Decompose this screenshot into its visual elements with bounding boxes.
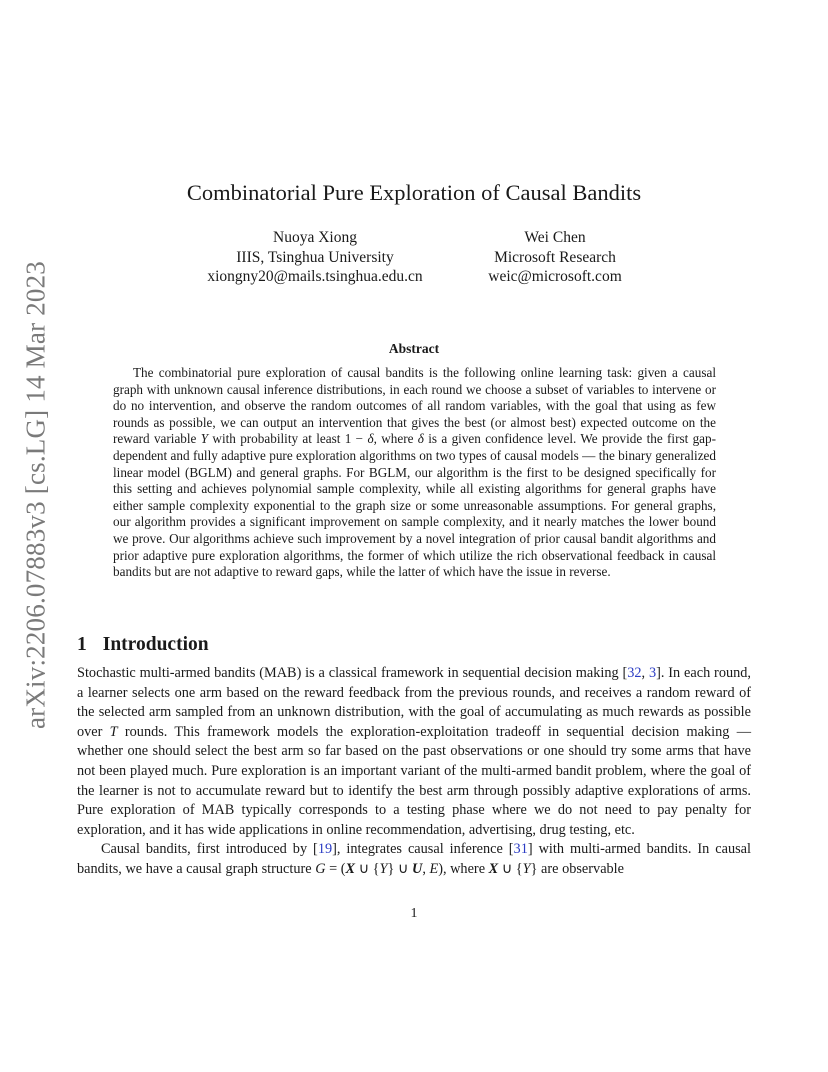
page-number: 1 (410, 906, 418, 921)
paper-title: Combinatorial Pure Exploration of Causal Bandits (186, 180, 642, 205)
citation-link[interactable]: 31 (513, 841, 528, 858)
author-name: Wei Chen (524, 229, 586, 246)
abstract-text: The combinatorial pure exploration of causal bandits is the following online learning task: given a causal graph with unknown causal inference distributions, in each round we choose a subset of variables to intervene or do no intervention, and observe the random outcomes of all random variables, with the goal that using as few rounds as possible, we can output an intervention that gives the best (or almost best) expected outcome on the reward variable Y with probability at least 1 − δ, where δ is a given confidence level. We provide the first gap-dependent and fully adaptive pure exploration algorithms on two types of causal models — the binary generalized linear model (BGLM) and general graphs. For BGLM, our algorithm is the first to be designed specifically for this setting and achieves polynomial sample complexity, while all existing algorithms for general graphs have either sample complexity exponential to the graph size or some unreasonable assumptions. For general graphs, our algorithm provides a significant improvement on sample complexity, and it nearly matches the lower bound we prove. Our algorithms achieve such improvement by a novel integration of prior causal bandit algorithms and prior adaptive pure exploration algorithms, the former of which utilize the rich observational feedback in causal bandits but are not adaptive to reward gaps, while the latter of which have the issue in reverse. (113, 365, 717, 580)
intro-body (77, 664, 751, 880)
citation-link[interactable]: 19 (317, 841, 333, 858)
author-email: xiongny20@mails.tsinghua.edu.cn (207, 268, 423, 285)
section-title: Introduction (102, 634, 209, 655)
author-block-1 (180, 228, 450, 287)
arxiv-identifier-text: arXiv:2206.07883v3 [cs.LG] 14 Mar 2023 (20, 260, 51, 730)
intro-paragraph-2: Causal bandits, first introduced by [19], integrates causal inference [31] with multi-armed bandits. In causal bandits, we have a causal graph structure G = (X ∪ {Y} ∪ U, E), where X ∪ {Y} are observable (77, 841, 751, 877)
citation-link[interactable]: 32 (627, 665, 642, 681)
author-affiliation: IIIS, Tsinghua University (236, 248, 394, 266)
arxiv-identifier (6, 230, 66, 760)
intro-paragraph-1: Stochastic multi-armed bandits (MAB) is a classical framework in sequential decision making [32, 3]. In each round, a learner selects one arm based on the reward feedback from the previous rounds, and receives a random reward of the selected arm sampled from an unknown distribution, with the goal of accumulating as much rewards as possible over T rounds. This framework models the exploration-exploitation tradeoff in sequential decision making — whether one should select the best arm so far based on the past observations or one should try some arms that have not been played much. Pure exploration is an important variant of the multi-armed bandit problem, where the goal of the learner is not to accumulate reward but to identify the best arm through possibly adaptive explorations of arms. Pure exploration of MAB typically corresponds to a testing phase where we do not need to pay penalty for exploration, and it has wide applications in online recommendation, advertising, drug testing, etc. (77, 665, 751, 838)
author-affiliation: Microsoft Research (494, 248, 616, 266)
abstract-heading: Abstract (388, 341, 440, 356)
citation-link[interactable]: 3 (648, 665, 657, 681)
section-number: 1 (77, 634, 87, 655)
section-heading (77, 634, 209, 656)
author-email: weic@microsoft.com (488, 268, 622, 285)
author-block-2 (460, 228, 650, 287)
author-name: Nuoya Xiong (273, 229, 357, 246)
